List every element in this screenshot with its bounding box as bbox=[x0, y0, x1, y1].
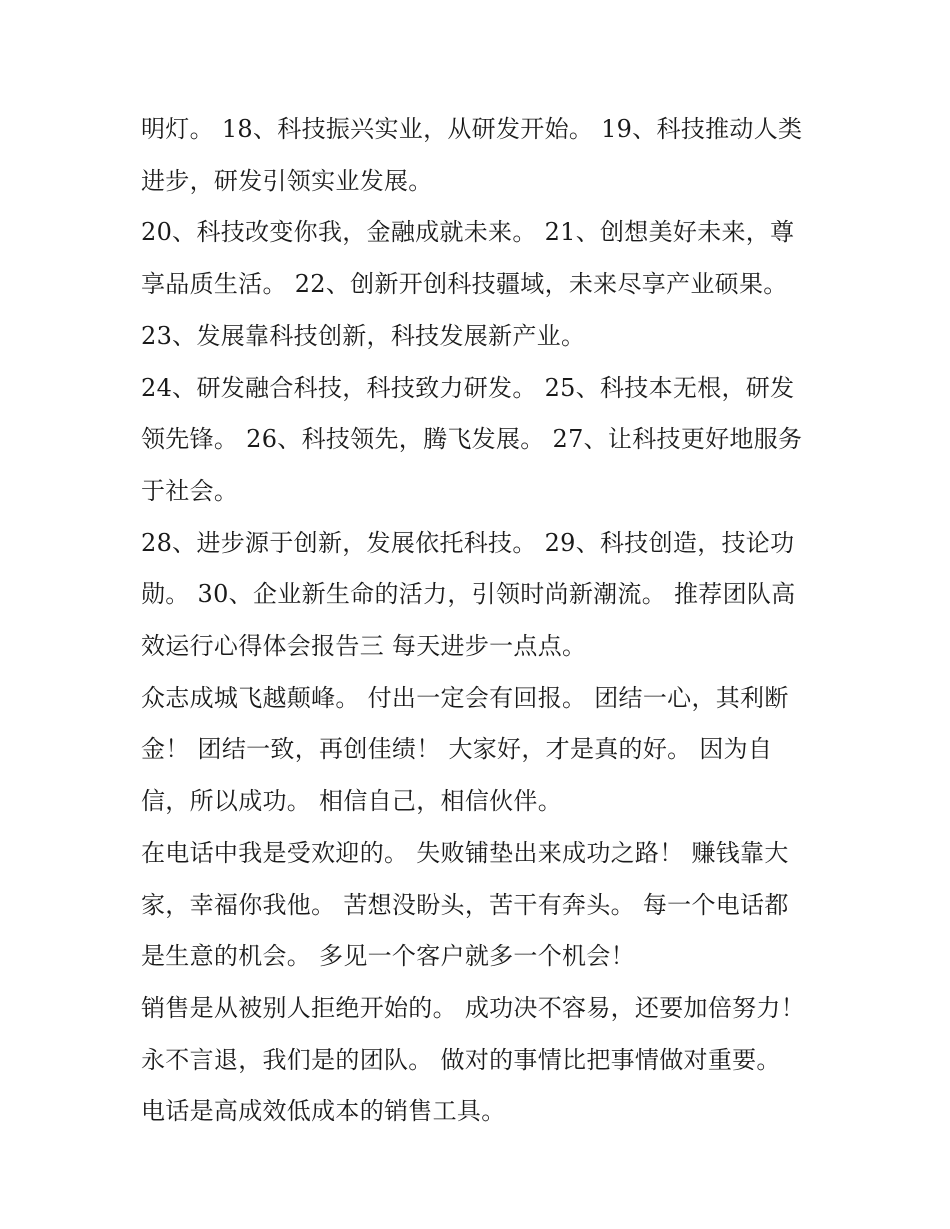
paragraph-slogan-23: 23、发展靠科技创新，科技发展新产业。 bbox=[141, 321, 586, 350]
document-page bbox=[141, 104, 809, 1138]
paragraph-sales-slogans: 销售是从被别人拒绝开始的。 成功决不容易，还要加倍努力！ 永不言退，我们是的团队。 做对的事情比把事情做对重要。 电话是高成效低成本的销售工具。 bbox=[141, 993, 806, 1126]
paragraph-slogans-28-30: 28、进步源于创新，发展依托科技。 29、科技创造，技论功勋。 30、企业新生命的活力，引领时尚新潮流。 推荐团队高效运行心得体会报告三 每天进步一点点。 bbox=[141, 528, 796, 661]
paragraph-slogans-20-22: 20、科技改变你我，金融成就未来。 21、创想美好未来，尊享品质生活。 22、创新开创科技疆域，未来尽享产业硕果。 bbox=[141, 218, 795, 299]
paragraph-team-slogans: 众志成城飞越颠峰。 付出一定会有回报。 团结一心，其利断金！ 团结一致，再创佳绩！ 大家好，才是真的好。 因为自信，所以成功。 相信自己，相信伙伴。 bbox=[141, 683, 789, 816]
paragraph-phone-slogans: 在电话中我是受欢迎的。 失败铺垫出来成功之路！ 赚钱靠大家，幸福你我他。 苦想没盼头，苦干有奔头。 每一个电话都是生意的机会。 多见一个客户就多一个机会！ bbox=[141, 838, 789, 971]
paragraph-slogans-24-27: 24、研发融合科技，科技致力研发。 25、科技本无根，研发领先锋。 26、科技领先，腾飞发展。 27、让科技更好地服务于社会。 bbox=[141, 373, 803, 505]
paragraph-slogans-18-19: 明灯。 18、科技振兴实业，从研发开始。 19、科技推动人类进步，研发引领实业发展。 bbox=[141, 115, 803, 195]
